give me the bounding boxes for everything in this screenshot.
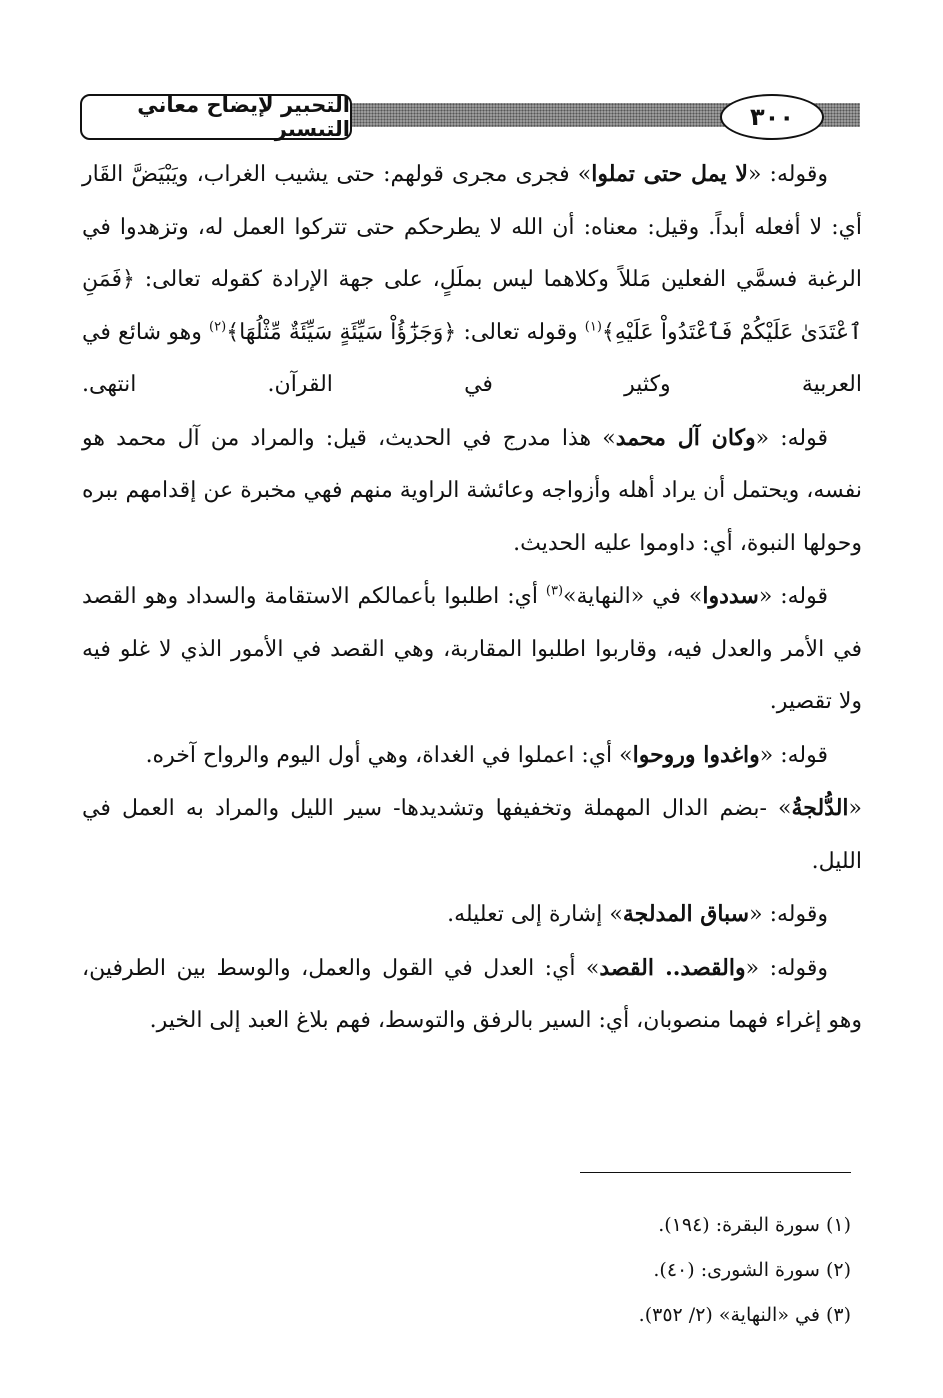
paragraph xyxy=(82,412,862,571)
paragraph xyxy=(82,570,862,729)
footnotes xyxy=(251,1203,851,1338)
text-segment: » هذا مدرج في الحديث، قيل: والمراد من آل محمد هو نفسه، ويحتمل أن يراد أهله وأزواجه وعائشة الراوية منهم فهي مخبرة عن إقدامهم ببره وحولها النبوة، أي: داوموا عليه الحديث. xyxy=(82,425,862,556)
text-segment: » أي: العدل في القول والعمل، والوسط بين الطرفين، وهو إغراء فهما منصوبان، أي: السير بالرفق والتوسط، فهم بلاغ العبد إلى الخير. xyxy=(82,955,862,1033)
text-segment: » -بضم الدال المهملة وتخفيفها وتشديدها- سير الليل والمراد به العمل في الليل. xyxy=(82,796,862,874)
footnote: (١) سورة البقرة: (١٩٤). xyxy=(658,1214,851,1236)
paragraph xyxy=(82,888,862,942)
footnote: (٣) في «النهاية» (٢/ ٣٥٢). xyxy=(638,1304,851,1326)
text-segment: قوله: « xyxy=(759,742,828,768)
footnote-separator xyxy=(580,1172,851,1173)
quoted-term: سباق المدلجة xyxy=(622,901,750,927)
text-segment: » أي: اعملوا في الغداة، وهي أول اليوم والرواح آخره. xyxy=(145,742,633,768)
quoted-term: الدُّلجةُ xyxy=(791,795,849,821)
paragraph xyxy=(82,782,862,888)
page-header xyxy=(80,92,860,140)
text-segment: » في «النهاية» xyxy=(563,584,703,609)
text-segment: » فجرى مجرى قولهم: حتى يشيب الغراب، ويَبْيَضَّ القَار أي: لا أفعله أبداً. وقيل: معناه: أن الله لا يطرحكم حتى تتركوا العمل له، وتزهدوا في الرغبة فسمَّي الفعلين مَللاً وكلاهما ليس بملَلٍ، على جهة الإرادة كقوله تعالى: ﴿فَمَنِ ٱعْتَدَىٰ عَلَيْكُمْ فَٱعْتَدُواْ عَلَيْهِ﴾ xyxy=(82,162,863,345)
text-segment: وقوله: « xyxy=(745,955,828,981)
text-segment: » إشارة إلى تعليله. xyxy=(447,902,623,927)
footnote-ref: (١) xyxy=(584,319,602,335)
quoted-term: سددوا xyxy=(702,583,759,609)
footnote-ref: (٣) xyxy=(545,583,564,599)
quoted-term: واغدوا وروحوا xyxy=(632,741,760,768)
text-segment: قوله: « xyxy=(758,584,829,609)
quoted-term: والقصد.. القصد xyxy=(599,954,746,981)
text-segment: قوله: « xyxy=(755,425,829,451)
text-segment: وقوله تعالى: ﴿وَجَزَٰٓؤُاْ سَيِّئَةٍ سَيِّئَةٌ مِّثْلُهَا﴾ xyxy=(226,319,585,345)
quoted-term: لا يمل حتى تملوا xyxy=(591,161,748,187)
text-segment: وهو شائع في العربية وكثير في القرآن. انتهى. xyxy=(82,319,862,397)
paragraph xyxy=(82,729,862,783)
text-segment: « xyxy=(848,796,862,821)
text-segment: وقوله: « xyxy=(749,902,828,927)
text-segment: وقوله: « xyxy=(747,162,828,187)
quoted-term: وكان آل محمد xyxy=(615,424,756,451)
paragraph xyxy=(82,942,862,1048)
main-text xyxy=(82,148,862,1048)
page-number: ٣٠٠ xyxy=(720,94,824,140)
running-title: التحبير لإيضاح معاني التيسير xyxy=(80,94,352,140)
text-segment: أي: اطلبوا بأعمالكم الاستقامة والسداد وهو القصد في الأمر والعدل فيه، وقاربوا اطلبوا المقاربة، وهي القصد في الأمور الذي لا غلو فيه ولا تقصير. xyxy=(82,584,862,714)
footnote-ref: (٢) xyxy=(209,319,227,335)
paragraph xyxy=(82,148,862,412)
footnote: (٢) سورة الشورى: (٤٠). xyxy=(653,1259,851,1281)
